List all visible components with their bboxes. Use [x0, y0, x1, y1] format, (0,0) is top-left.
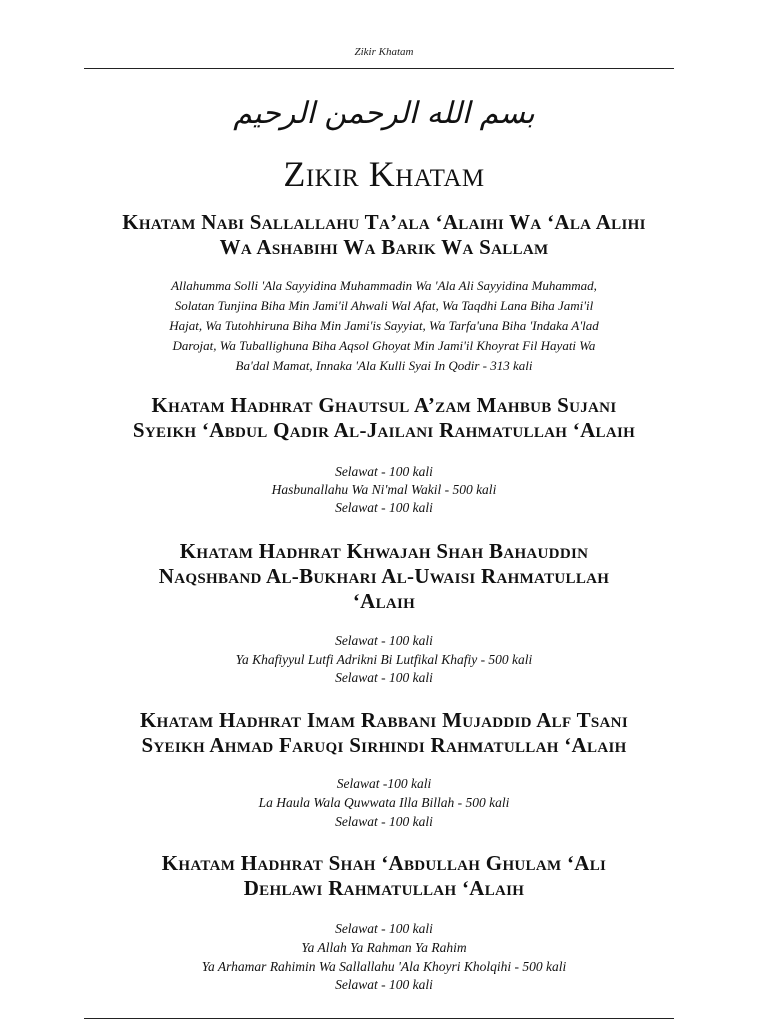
body-line: Ya Khafiyyul Lutfi Adrikni Bi Lutfikal Khafiy - 500 kali — [235, 652, 533, 667]
body-line: Solatan Tunjina Biha Min Jami'il Ahwali Wal Afat, Wa Taqdhi Lana Biha Jami'il — [174, 298, 594, 313]
section-heading — [84, 708, 684, 758]
body-line: Selawat - 100 kali — [335, 633, 433, 648]
heading-line: Khatam Hadhrat Khwajah Shah Bahauddin — [179, 539, 589, 563]
basmalah-calligraphy: بسم الله الرحمن الرحيم — [233, 96, 535, 131]
heading-line: Khatam Hadhrat Imam Rabbani Mujaddid Alf Tsani — [140, 708, 628, 732]
section-heading — [84, 851, 684, 901]
page-title: Zikir Khatam — [283, 154, 485, 194]
section-heading — [84, 210, 684, 260]
body-line: Ya Allah Ya Rahman Ya Rahim — [301, 940, 467, 955]
heading-line: Wa Ashabihi Wa Barik Wa Sallam — [219, 235, 549, 259]
body-line: Hajat, Wa Tutohhiruna Biha Min Jami'is Sayyiat, Wa Tarfa'una Biha 'Indaka A'lad — [169, 318, 599, 333]
heading-line: Khatam Hadhrat Ghautsul A’zam Mahbub Sujani — [151, 393, 617, 417]
heading-line: Dehlawi Rahmatullah ‘Alaih — [243, 876, 525, 900]
running-header: Zikir Khatam — [354, 46, 414, 58]
body-line: Darojat, Wa Tuballighuna Biha Aqsol Ghoyat Min Jami'il Khoyrat Fil Hayati Wa — [172, 338, 596, 353]
body-line: Selawat - 100 kali — [335, 500, 433, 515]
section-heading — [84, 539, 684, 614]
body-line: Selawat - 100 kali — [335, 921, 433, 936]
heading-line: Khatam Hadhrat Shah ‘Abdullah Ghulam ‘Ali — [161, 851, 607, 875]
body-line: Selawat -100 kali — [336, 776, 432, 791]
body-line: Hasbunallahu Wa Ni'mal Wakil - 500 kali — [271, 482, 497, 497]
heading-line: Khatam Nabi Sallallahu Ta’ala ‘Alaihi Wa ‘Ala Alihi — [122, 210, 646, 234]
body-line: Selawat - 100 kali — [335, 464, 433, 479]
heading-line: ‘Alaih — [352, 589, 416, 613]
body-line: Allahumma Solli 'Ala Sayyidina Muhammadin Wa 'Ala Ali Sayyidina Muhammad, — [171, 278, 597, 293]
body-line: La Haula Wala Quwwata Illa Billah - 500 kali — [258, 795, 510, 810]
body-line: Ba'dal Mamat, Innaka 'Ala Kulli Syai In Qodir - 313 kali — [235, 358, 533, 373]
heading-line: Syeikh ‘Abdul Qadir Al-Jailani Rahmatullah ‘Alaih — [132, 418, 636, 442]
section-heading — [84, 393, 684, 443]
heading-line: Naqshband Al-Bukhari Al-Uwaisi Rahmatullah — [158, 564, 610, 588]
body-line: Selawat - 100 kali — [335, 977, 433, 992]
header-rule — [84, 68, 674, 69]
heading-line: Syeikh Ahmad Faruqi Sirhindi Rahmatullah ‘Alaih — [141, 733, 627, 757]
body-line: Selawat - 100 kali — [335, 814, 433, 829]
footer-rule — [84, 1018, 674, 1019]
body-line: Ya Arhamar Rahimin Wa Sallallahu 'Ala Khoyri Kholqihi - 500 kali — [201, 959, 567, 974]
body-line: Selawat - 100 kali — [335, 670, 433, 685]
